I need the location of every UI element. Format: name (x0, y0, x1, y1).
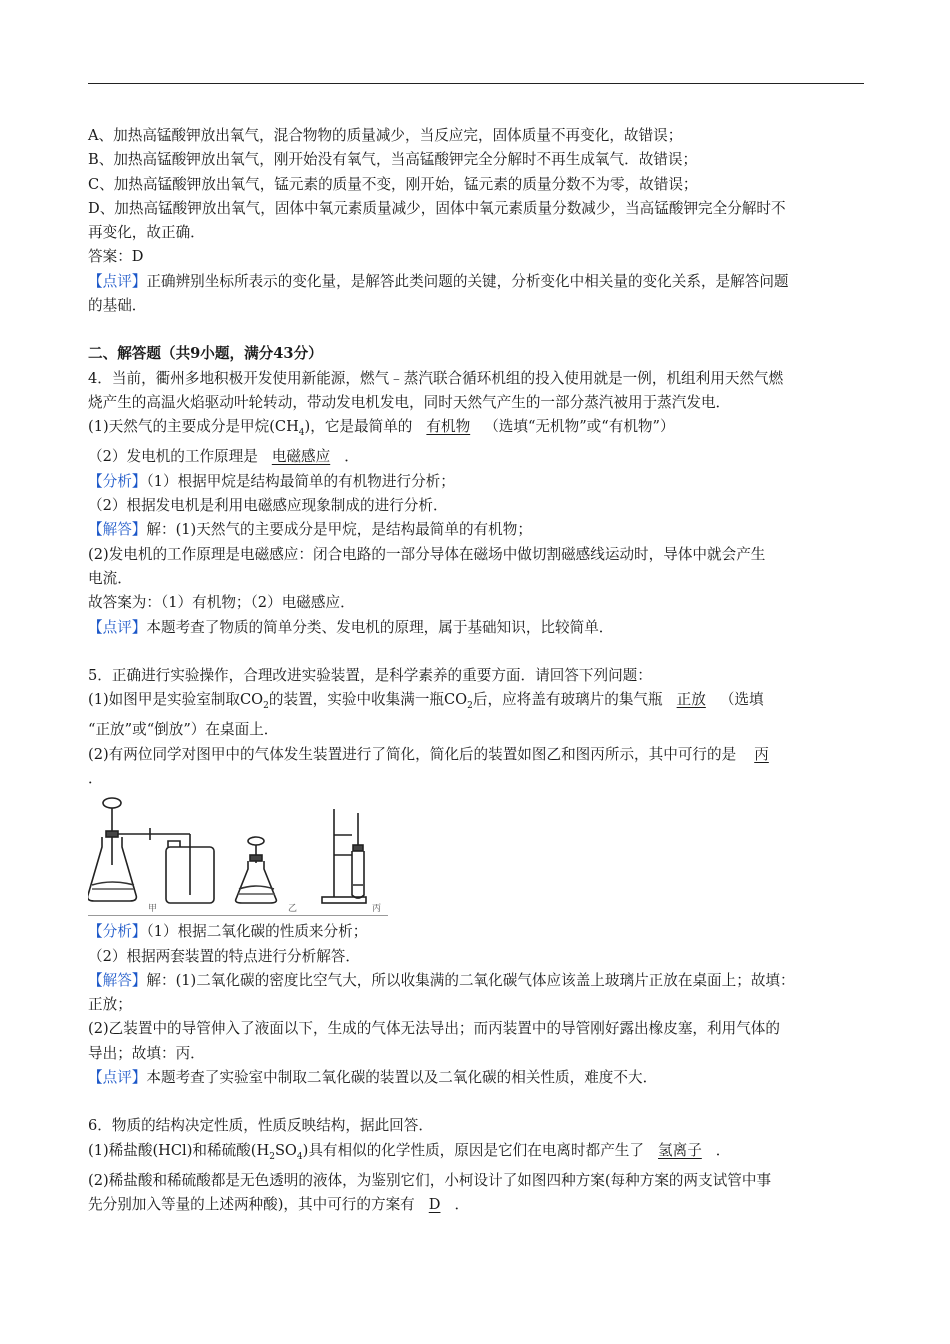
q3-line-a: A、加热高锰酸钾放出氧气，混合物物的质量减少，当反应完，固体质量不再变化，故错误； (88, 127, 683, 144)
q6-sub2-cont: 先分别加入等量的上述两种酸)，其中可行的方案有 D ． (88, 1193, 868, 1217)
figure-label-jia: 甲 (148, 904, 158, 915)
solution-tag: 【解答】 (88, 971, 147, 989)
q3-line-b: B、加热高锰酸钾放出氧气，刚开始没有氧气，当高锰酸钾完全分解时不再生成氧气．故错误； (88, 151, 698, 169)
q3-comment: 【点评】正确辨别坐标所表示的变化量，是解答此类问题的关键，分析变化中相关量的变化关系，是解答问题 (88, 272, 789, 290)
q4-solution-3: 电流． (88, 569, 132, 587)
q6-sub1: (1)稀盐酸(HCl)和稀硫酸$(H_2SO_4)$具有相似的化学性质，原因是它们在电离时都产生了 氢离子 ． (88, 1139, 868, 1169)
comment-tag: 【点评】 (88, 618, 147, 636)
q4-comment: 【点评】本题考查了物质的简单分类、发电机的原理，属于基础知识，比较简单． (88, 618, 614, 636)
q3-line-c: C、加热高锰酸钾放出氧气，锰元素的质量不变，刚开始，锰元素的质量分数不为零，故错误； (88, 175, 698, 193)
q6-answer-blank-2: D (428, 1196, 441, 1214)
q4-answer-blank-2: 电磁感应 (271, 448, 331, 466)
q5-stem: 5．正确进行实验操作，合理改进实验装置，是科学素养的重要方面．请回答下列问题： (88, 666, 652, 684)
apparatus-figure (88, 795, 388, 916)
q3-line-d-cont: 再变化，故正确． (88, 224, 205, 242)
q5-sub2-cont: ． (88, 769, 103, 787)
q3-line-d: D、加热高锰酸钾放出氧气，固体中氧元素质量减少，固体中氧元素质量分数减少，当高锰酸钾完全分解时不 (88, 199, 786, 217)
q6-sub2: (2)稀盐酸和稀硫酸都是无色透明的液体，为鉴别它们，小柯设计了如图四种方案(每种方案的两支试管中事 (88, 1171, 772, 1189)
q5-sub2: (2)有两位同学对图甲中的气体发生装置进行了简化，简化后的装置如图乙和图丙所示，其中可行的是 丙 (88, 743, 868, 767)
q5-solution-4: 导出；故填：丙． (88, 1044, 205, 1062)
q5-block (88, 664, 868, 1090)
q3-block (88, 124, 868, 318)
q6-block (88, 1114, 868, 1217)
q4-answer: 故答案为：（1）有机物；（2）电磁感应． (88, 594, 355, 612)
q5-answer-blank-2: 丙 (754, 745, 769, 763)
q4-block (88, 367, 868, 640)
q5-analysis-2: （2）根据两套装置的特点进行分析解答． (88, 947, 360, 965)
q4-analysis-1: 【分析】（1）根据甲烷是结构最简单的有机物进行分析； (88, 472, 455, 490)
header-rule (88, 83, 864, 84)
solution-tag: 【解答】 (88, 521, 147, 539)
q5-comment: 【点评】本题考查了实验室中制取二氧化碳的装置以及二氧化碳的相关性质，难度不大． (88, 1069, 658, 1087)
comment-tag: 【点评】 (88, 1069, 147, 1087)
figure-label-bing: 丙 (372, 904, 382, 915)
q5-sub1-cont: “正放”或“倒放”）在桌面上． (88, 721, 279, 739)
document-body (88, 124, 868, 1217)
q4-stem-1: 4．当前，衢州多地积极开发使用新能源，燃气﹣蒸汽联合循环机组的投入使用就是一例，机组利用天然气燃 (88, 369, 784, 387)
figure-label-yi: 乙 (288, 904, 298, 915)
q5-sub1: (1)如图甲是实验室制取$CO_2$的装置，实验中收集满一瓶$CO_2$后，应将盖有玻璃片的集气瓶 正放 （选填 (88, 688, 868, 718)
q4-answer-blank-1: 有机物 (426, 418, 471, 436)
q4-stem-2: 烧产生的高温火焰驱动叶轮转动，带动发电机发电，同时天然气产生的一部分蒸汽被用于蒸汽发电． (88, 393, 731, 411)
q5-solution-3: (2)乙装置中的导管伸入了液面以下，生成的气体无法导出；而丙装置中的导管刚好露出橡皮塞，利用气体的 (88, 1020, 780, 1038)
q4-sub1: (1)天然气的主要成分是甲烷$(CH_4)$，它是最简单的 有机物 （选填“无机物”或“有机物”） (88, 415, 868, 445)
q4-solution-2: (2)发电机的工作原理是电磁感应：闭合电路的一部分导体在磁场中做切割磁感线运动时，导体中就会产生 (88, 545, 766, 563)
q5-solution-2: 正放； (88, 996, 132, 1014)
q4-sub2: （2）发电机的工作原理是 电磁感应 ． (88, 445, 868, 469)
q6-answer-blank-1: 氢离子 (658, 1141, 702, 1159)
q3-comment-cont: 的基础． (88, 297, 147, 315)
q4-solution-1: 【解答】解：(1)天然气的主要成分是甲烷，是结构最简单的有机物； (88, 521, 532, 539)
q4-analysis-2: （2）根据发电机是利用电磁感应现象制成的进行分析． (88, 497, 448, 515)
q5-analysis-1: 【分析】（1）根据二氧化碳的性质来分析； (88, 923, 368, 941)
comment-tag: 【点评】 (88, 272, 147, 290)
analysis-tag: 【分析】 (88, 472, 147, 490)
q6-stem: 6．物质的结构决定性质，性质反映结构，据此回答． (88, 1117, 433, 1135)
section-title: 二、解答题（共9小题，满分43分） (88, 345, 323, 363)
q3-answer: 答案：D (88, 248, 144, 266)
analysis-tag: 【分析】 (88, 923, 147, 941)
q5-answer-blank-1: 正放 (676, 691, 706, 709)
q5-solution-1: 【解答】解：(1)二氧化碳的密度比空气大，所以收集满的二氧化碳气体应该盖上玻璃片正放在桌面上；故填： (88, 971, 795, 989)
apparatus-drawing (88, 795, 388, 915)
